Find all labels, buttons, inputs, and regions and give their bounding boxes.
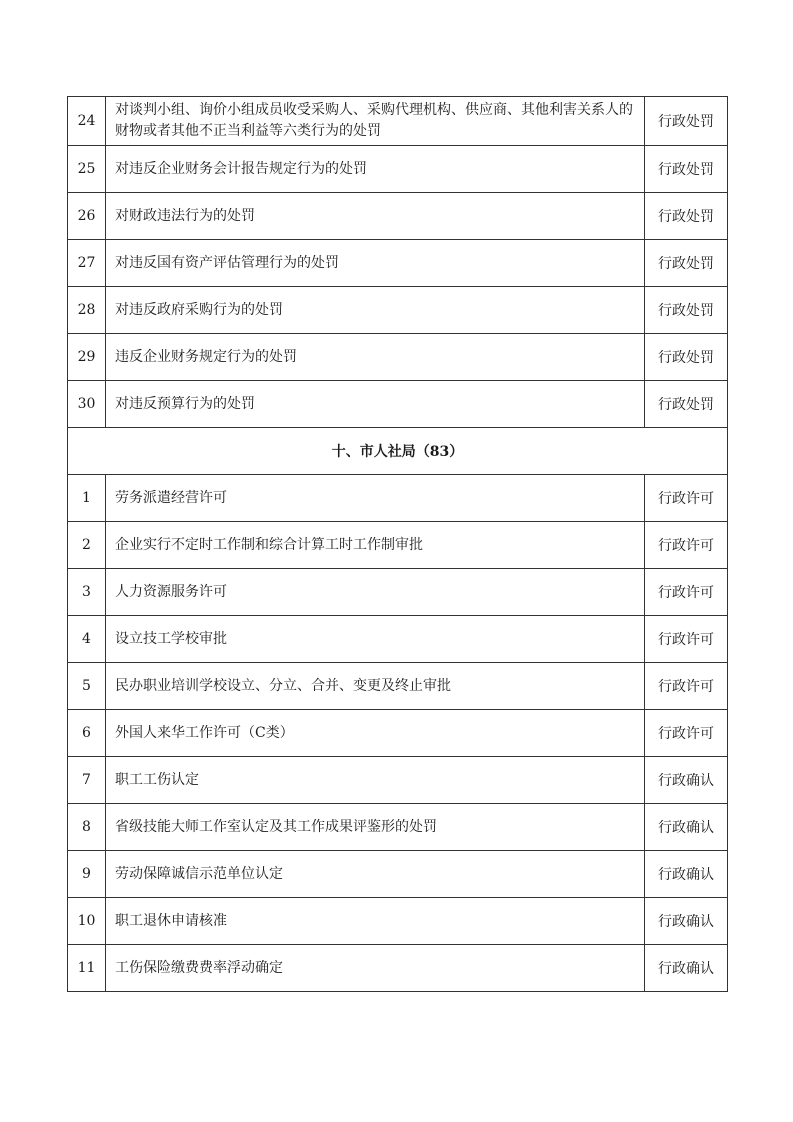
table-row [68,146,728,193]
row-number: 7 [68,757,106,804]
table-row [68,475,728,522]
row-number: 1 [68,475,106,522]
item-name: 企业实行不定时工作制和综合计算工时工作制审批 [106,522,645,569]
table-row [68,569,728,616]
row-number: 6 [68,710,106,757]
item-type: 行政处罚 [645,381,728,428]
row-number: 11 [68,945,106,992]
item-name: 外国人来华工作许可（C类） [106,710,645,757]
row-number: 2 [68,522,106,569]
item-type: 行政许可 [645,522,728,569]
table-row [68,663,728,710]
table-row [68,240,728,287]
item-name: 劳动保障诚信示范单位认定 [106,851,645,898]
item-name: 对财政违法行为的处罚 [106,193,645,240]
item-type: 行政确认 [645,898,728,945]
item-type: 行政处罚 [645,287,728,334]
table-row [68,97,728,146]
row-number: 27 [68,240,106,287]
table-row [68,522,728,569]
table-row [68,334,728,381]
power-list-table [67,96,728,992]
row-number: 26 [68,193,106,240]
item-name: 对违反企业财务会计报告规定行为的处罚 [106,146,645,193]
item-type: 行政许可 [645,663,728,710]
item-name: 设立技工学校审批 [106,616,645,663]
item-name: 对谈判小组、询价小组成员收受采购人、采购代理机构、供应商、其他利害关系人的财物或者其他不正当利益等六类行为的处罚 [106,97,645,146]
item-type: 行政确认 [645,945,728,992]
item-name: 劳务派遣经营许可 [106,475,645,522]
item-type: 行政许可 [645,616,728,663]
item-name: 民办职业培训学校设立、分立、合并、变更及终止审批 [106,663,645,710]
item-type: 行政确认 [645,804,728,851]
table-row [68,757,728,804]
row-number: 5 [68,663,106,710]
item-name: 对违反预算行为的处罚 [106,381,645,428]
table-row [68,710,728,757]
table-row [68,804,728,851]
table-row [68,287,728,334]
item-type: 行政处罚 [645,334,728,381]
row-number: 30 [68,381,106,428]
item-type: 行政处罚 [645,146,728,193]
item-type: 行政处罚 [645,97,728,146]
item-type: 行政处罚 [645,240,728,287]
row-number: 24 [68,97,106,146]
table-row [68,193,728,240]
item-name: 职工工伤认定 [106,757,645,804]
row-number: 10 [68,898,106,945]
row-number: 9 [68,851,106,898]
table-row [68,851,728,898]
row-number: 3 [68,569,106,616]
row-number: 28 [68,287,106,334]
row-number: 4 [68,616,106,663]
item-type: 行政许可 [645,710,728,757]
item-name: 对违反政府采购行为的处罚 [106,287,645,334]
item-type: 行政许可 [645,569,728,616]
table-row [68,381,728,428]
item-type: 行政处罚 [645,193,728,240]
row-number: 8 [68,804,106,851]
item-name: 违反企业财务规定行为的处罚 [106,334,645,381]
item-name: 省级技能大师工作室认定及其工作成果评鉴形的处罚 [106,804,645,851]
item-name: 职工退休申请核准 [106,898,645,945]
table-row [68,616,728,663]
table-row [68,898,728,945]
section-header-row [68,428,728,475]
row-number: 29 [68,334,106,381]
item-type: 行政确认 [645,757,728,804]
row-number: 25 [68,146,106,193]
item-type: 行政许可 [645,475,728,522]
table-row [68,945,728,992]
item-name: 工伤保险缴费费率浮动确定 [106,945,645,992]
item-type: 行政确认 [645,851,728,898]
section-title: 十、市人社局（83） [68,428,728,475]
item-name: 对违反国有资产评估管理行为的处罚 [106,240,645,287]
item-name: 人力资源服务许可 [106,569,645,616]
